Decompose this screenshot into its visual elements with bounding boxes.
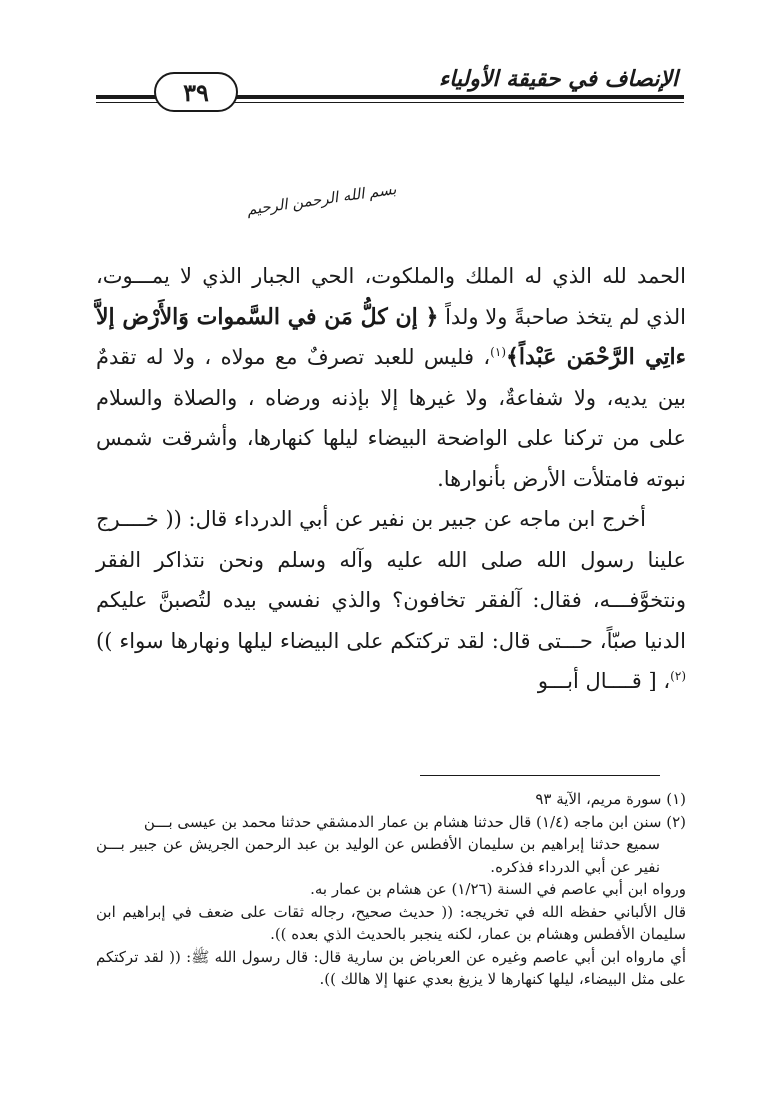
paragraph-1-text-a: الحمد لله الذي له الملك والملكوت، الحي الجبار الذي لا يمـــوت، الذي لم يتخذ صاحبةً ولا ولداً [96,264,686,329]
page-number: ٣٩ [154,72,238,112]
paragraph-1 [96,256,686,499]
basmala-calligraphy: بسم الله الرحمن الرحيم [245,179,398,219]
footnote-separator [420,775,660,776]
paragraph-1-text-b: ، فليس للعبد تصرفٌ مع مولاه ، ولا له تقدمٌ بين يديه، ولا شفاعةٌ، ولا غيرها إلا بإذنه ورضاه ، والصلاة والسلام على من تركنا على الواضحة البيضاء ليلها كنهارها، وأشرقت شمس نبوته فامتلأت الأرض بأنوارها. [96,345,686,491]
paragraph-2 [96,499,686,702]
footnotes [96,788,686,991]
footnote-4: قال الألباني حفظه الله في تخريجه: (( حديث صحيح، رجاله ثقات على ضعف في إبراهيم ابن سليمان الأفطس وهشام بن عمار، لكنه ينجبر بالحديث الذي بعده )). [96,902,686,943]
running-title: الإنصاف في حقيقة الأولياء [438,66,678,92]
footnote-3: ورواه ابن أبي عاصم في السنة (١/٢٦) عن هشام بن عمار به. [310,880,686,898]
footnote-ref-1: (١) [490,345,506,359]
paragraph-2-text-b: ، [ قــــال أبـــو [537,669,671,693]
paragraph-2-text-a: أخرج ابن ماجه عن جبير بن نفير عن أبي الدرداء قال: (( خــــرج علينا رسول الله صلى الله عليه وآله وسلم ونحن نتذاكر الفقر ونتخوَّفـــه، فقال: آلفقر تخافون؟ والذي نفسي بيده لتُصبنَّ عليكم الدنيا صبّاً، حـــتى قال: لقد تركتكم على البيضاء ليلها ونهارها سواء )) [96,507,686,653]
footnote-2-line-1: (٢) سنن ابن ماجه (١/٤) قال حدثنا هشام بن عمار الدمشقي حدثنا محمد بن عيسى بـــن [143,812,686,831]
footnote-1: (١) سورة مريم، الآية ٩٣ [535,790,686,808]
main-text [96,256,686,702]
page-header [96,66,684,106]
footnote-5: أي مارواه ابن أبي عاصم وغيره عن العرباض بن سارية قال: قال رسول الله ﷺ: (( لقد تركتكم على مثل البيضاء، ليلها كنهارها لا يزيغ بعدي عنها إلا هالك )). [96,947,686,988]
quran-verse: ﴿ إن كلُّ مَن في السَّموات وَالأَرْض إلاَّ ءاتِي الرَّحْمَن عَبْداً﴾ [96,303,686,370]
footnote-ref-2: (٢) [670,669,686,683]
footnote-2-line-2: سميع حدثنا إبراهيم بن سليمان الأفطس عن الوليد بن عبد الرحمن الجريش عن جبير بـــن نفير عن أبي الدرداء فذكره. [96,835,660,876]
